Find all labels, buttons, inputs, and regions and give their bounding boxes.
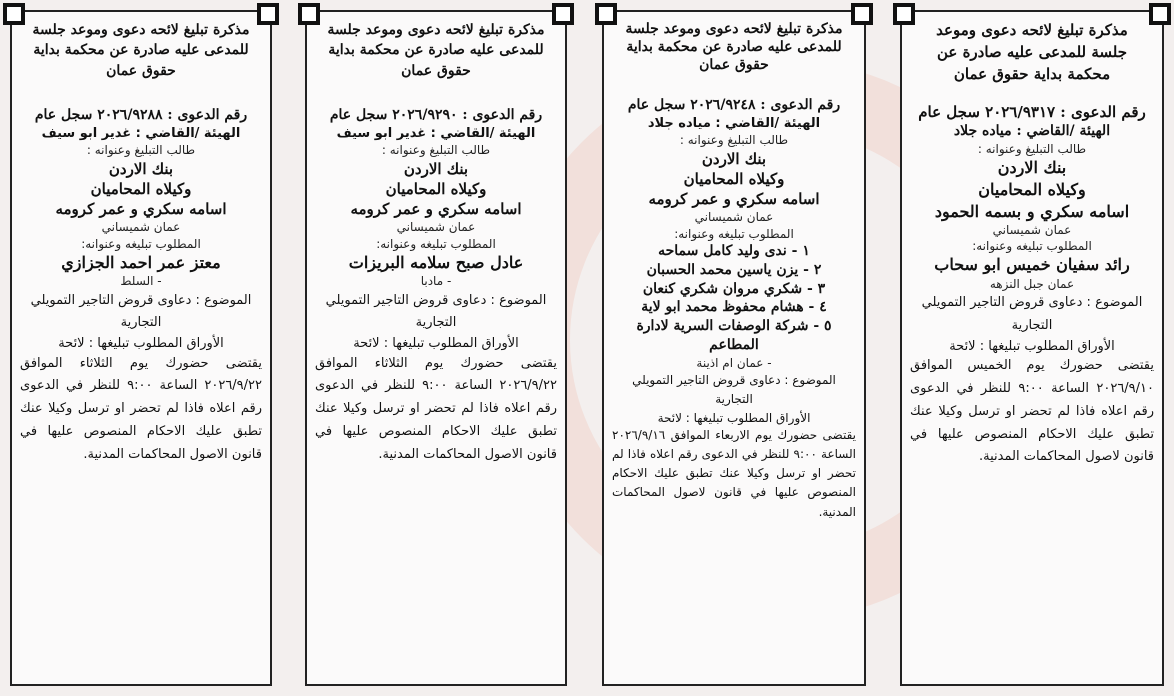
corner-ornament: [851, 3, 873, 25]
papers: الأوراق المطلوب تبليغها : لائحة: [353, 336, 519, 352]
requester-label: طالب التبليغ وعنوانه :: [381, 143, 491, 158]
respondent-address: عمان جبل النزهه: [989, 277, 1075, 292]
respondent-label: المطلوب تبليغه وعنوانه:: [81, 236, 201, 251]
case-number: رقم الدعوى : ٢٠٢٦/٩٣١٧ سجل عام: [918, 103, 1146, 121]
requester-lawyers: اسامه سكري و عمر كرومه: [648, 190, 820, 209]
requester-address: عمان شميساني: [101, 220, 181, 235]
requester-name: بنك الاردن: [403, 159, 469, 178]
respondent-name: ١ - ندى وليد كامل سماحه: [658, 242, 810, 259]
requester-lawyers-label: وكيلاه المحاميان: [683, 169, 785, 188]
corner-ornament: [893, 3, 915, 25]
corner-ornament: [298, 3, 320, 25]
subject: الموضوع : دعاوى قروض التاجير التمويلي التجارية: [325, 292, 547, 331]
requester-label: طالب التبليغ وعنوانه :: [86, 143, 196, 158]
respondent-name: معتز عمر احمد الجزازي: [61, 252, 221, 272]
requester-lawyers-label: وكيلاه المحاميان: [385, 179, 487, 198]
notice-body: يقتضى حضورك يوم الاربعاء الموافق ٢٠٢٦/٩/١٦ الساعة ٩:٠٠ للنظر في الدعوى رقم اعلاه فاذا لم تحضر او ترسل وكيلا عنك تطبق عليك الاحكام المنصوص عليها في قانون لاصول المحاكمات المدنية.: [612, 427, 856, 519]
requester-address: عمان شميساني: [992, 223, 1072, 238]
requester-address: عمان شميساني: [694, 210, 774, 225]
requester-name: بنك الاردن: [701, 149, 767, 168]
subject: الموضوع : دعاوى قروض التاجير التمويلي التجارية: [30, 292, 252, 331]
respondent-label: المطلوب تبليغه وعنوانه:: [972, 239, 1092, 254]
notice-title: مذكرة تبليغ لائحه دعوى وموعد جلسة للمدعى عليه صادرة عن محكمة بداية حقوق عمان: [327, 22, 545, 79]
subject: الموضوع : دعاوى قروض التاجير التمويلي التجارية: [632, 373, 836, 407]
corner-ornament: [3, 3, 25, 25]
respondent-name: رائد سفيان خميس ابو سحاب: [934, 255, 1130, 275]
subject: الموضوع : دعاوى قروض التاجير التمويلي التجارية: [921, 295, 1143, 334]
notice-1: [900, 10, 1164, 686]
requester-lawyers-label: وكيلاه المحاميان: [90, 179, 192, 198]
notice-2: [602, 10, 866, 686]
requester-name: بنك الاردن: [997, 158, 1067, 178]
judge: الهيئة /القاضي : غدير ابو سيف: [41, 125, 241, 141]
notice-body: يقتضى حضورك يوم الخميس الموافق ٢٠٢٦/٩/١٠ الساعة ٩:٠٠ للنظر في الدعوى رقم اعلاه فاذا لم تحضر او ترسل وكيلا عنك تطبق عليك الاحكام المنصوص عليها في قانون لاصول المحاكمات المدنية.: [910, 358, 1155, 465]
requester-lawyers: اسامه سكري و عمر كرومه: [350, 200, 522, 219]
notice-3: [305, 10, 567, 686]
respondent-name: ٣ - شكري مروان شكري كنعان: [642, 280, 826, 297]
respondent-address: - السلط: [120, 274, 162, 289]
judge: الهيئة /القاضي : مياده جلاد: [953, 123, 1111, 140]
respondent-name: ٢ - يزن ياسين محمد الحسبان: [646, 261, 822, 278]
notice-title: مذكرة تبليغ لائحه دعوى وموعد جلسة للمدعى عليه صادرة عن محكمة بداية حقوق عمان: [936, 21, 1128, 83]
requester-lawyers: اسامه سكري و بسمه الحمود: [934, 201, 1130, 221]
respondent-address: - مادبا: [420, 274, 452, 289]
requester-address: عمان شميساني: [396, 220, 476, 235]
respondent-label: المطلوب تبليغه وعنوانه:: [674, 226, 794, 241]
requester-label: طالب التبليغ وعنوانه :: [977, 142, 1087, 157]
respondent-name: عادل صبح سلامه البريزات: [348, 252, 524, 272]
notice-title: مذكرة تبليغ لائحه دعوى وموعد جلسة للمدعى عليه صادرة عن محكمة بداية حقوق عمان: [625, 21, 843, 74]
notice-4: [10, 10, 272, 686]
notice-title: مذكرة تبليغ لائحه دعوى وموعد جلسة للمدعى عليه صادرة عن محكمة بداية حقوق عمان: [32, 22, 250, 79]
requester-lawyers-label: وكيلاه المحاميان: [978, 179, 1086, 199]
papers: الأوراق المطلوب تبليغها : لائحة: [58, 336, 224, 352]
corner-ornament: [1149, 3, 1171, 25]
judge: الهيئة /القاضي : مياده جلاد: [647, 115, 821, 131]
requester-name: بنك الاردن: [108, 159, 174, 178]
case-number: رقم الدعوى : ٢٠٢٦/٩٢٩٠ سجل عام: [329, 107, 543, 123]
respondent-address: - عمان ام اذينة: [696, 356, 772, 371]
respondent-label: المطلوب تبليغه وعنوانه:: [376, 236, 496, 251]
corner-ornament: [552, 3, 574, 25]
notice-body: يقتضى حضورك يوم الثلاثاء الموافق ٢٠٢٦/٩/٢٢ الساعة ٩:٠٠ للنظر في الدعوى رقم اعلاه فاذا لم تحضر او ترسل وكيلا عنك تطبق عليك الاحكام المنصوص عليها في قانون الاصول المحاكمات المدنية.: [20, 355, 263, 462]
respondent-name: ٥ - شركة الوصفات السرية لادارة المطاعم: [636, 318, 832, 354]
corner-ornament: [257, 3, 279, 25]
corner-ornament: [595, 3, 617, 25]
papers: الأوراق المطلوب تبليغها : لائحة: [657, 410, 811, 425]
papers: الأوراق المطلوب تبليغها : لائحة: [949, 338, 1115, 354]
respondent-name: ٤ - هشام محفوظ محمد ابو لاية: [641, 299, 827, 316]
requester-label: طالب التبليغ وعنوانه :: [679, 133, 789, 148]
judge: الهيئة /القاضي : غدير ابو سيف: [336, 125, 536, 141]
case-number: رقم الدعوى : ٢٠٢٦/٩٢٤٨ سجل عام: [627, 97, 841, 113]
notice-body: يقتضى حضورك يوم الثلاثاء الموافق ٢٠٢٦/٩/٢٢ الساعة ٩:٠٠ للنظر في الدعوى رقم اعلاه فاذا لم تحضر او ترسل وكيلا عنك تطبق عليك الاحكام المنصوص عليها في قانون الاصول المحاكمات المدنية.: [315, 355, 558, 462]
requester-lawyers: اسامه سكري و عمر كرومه: [55, 200, 227, 219]
case-number: رقم الدعوى : ٢٠٢٦/٩٢٨٨ سجل عام: [34, 107, 248, 123]
